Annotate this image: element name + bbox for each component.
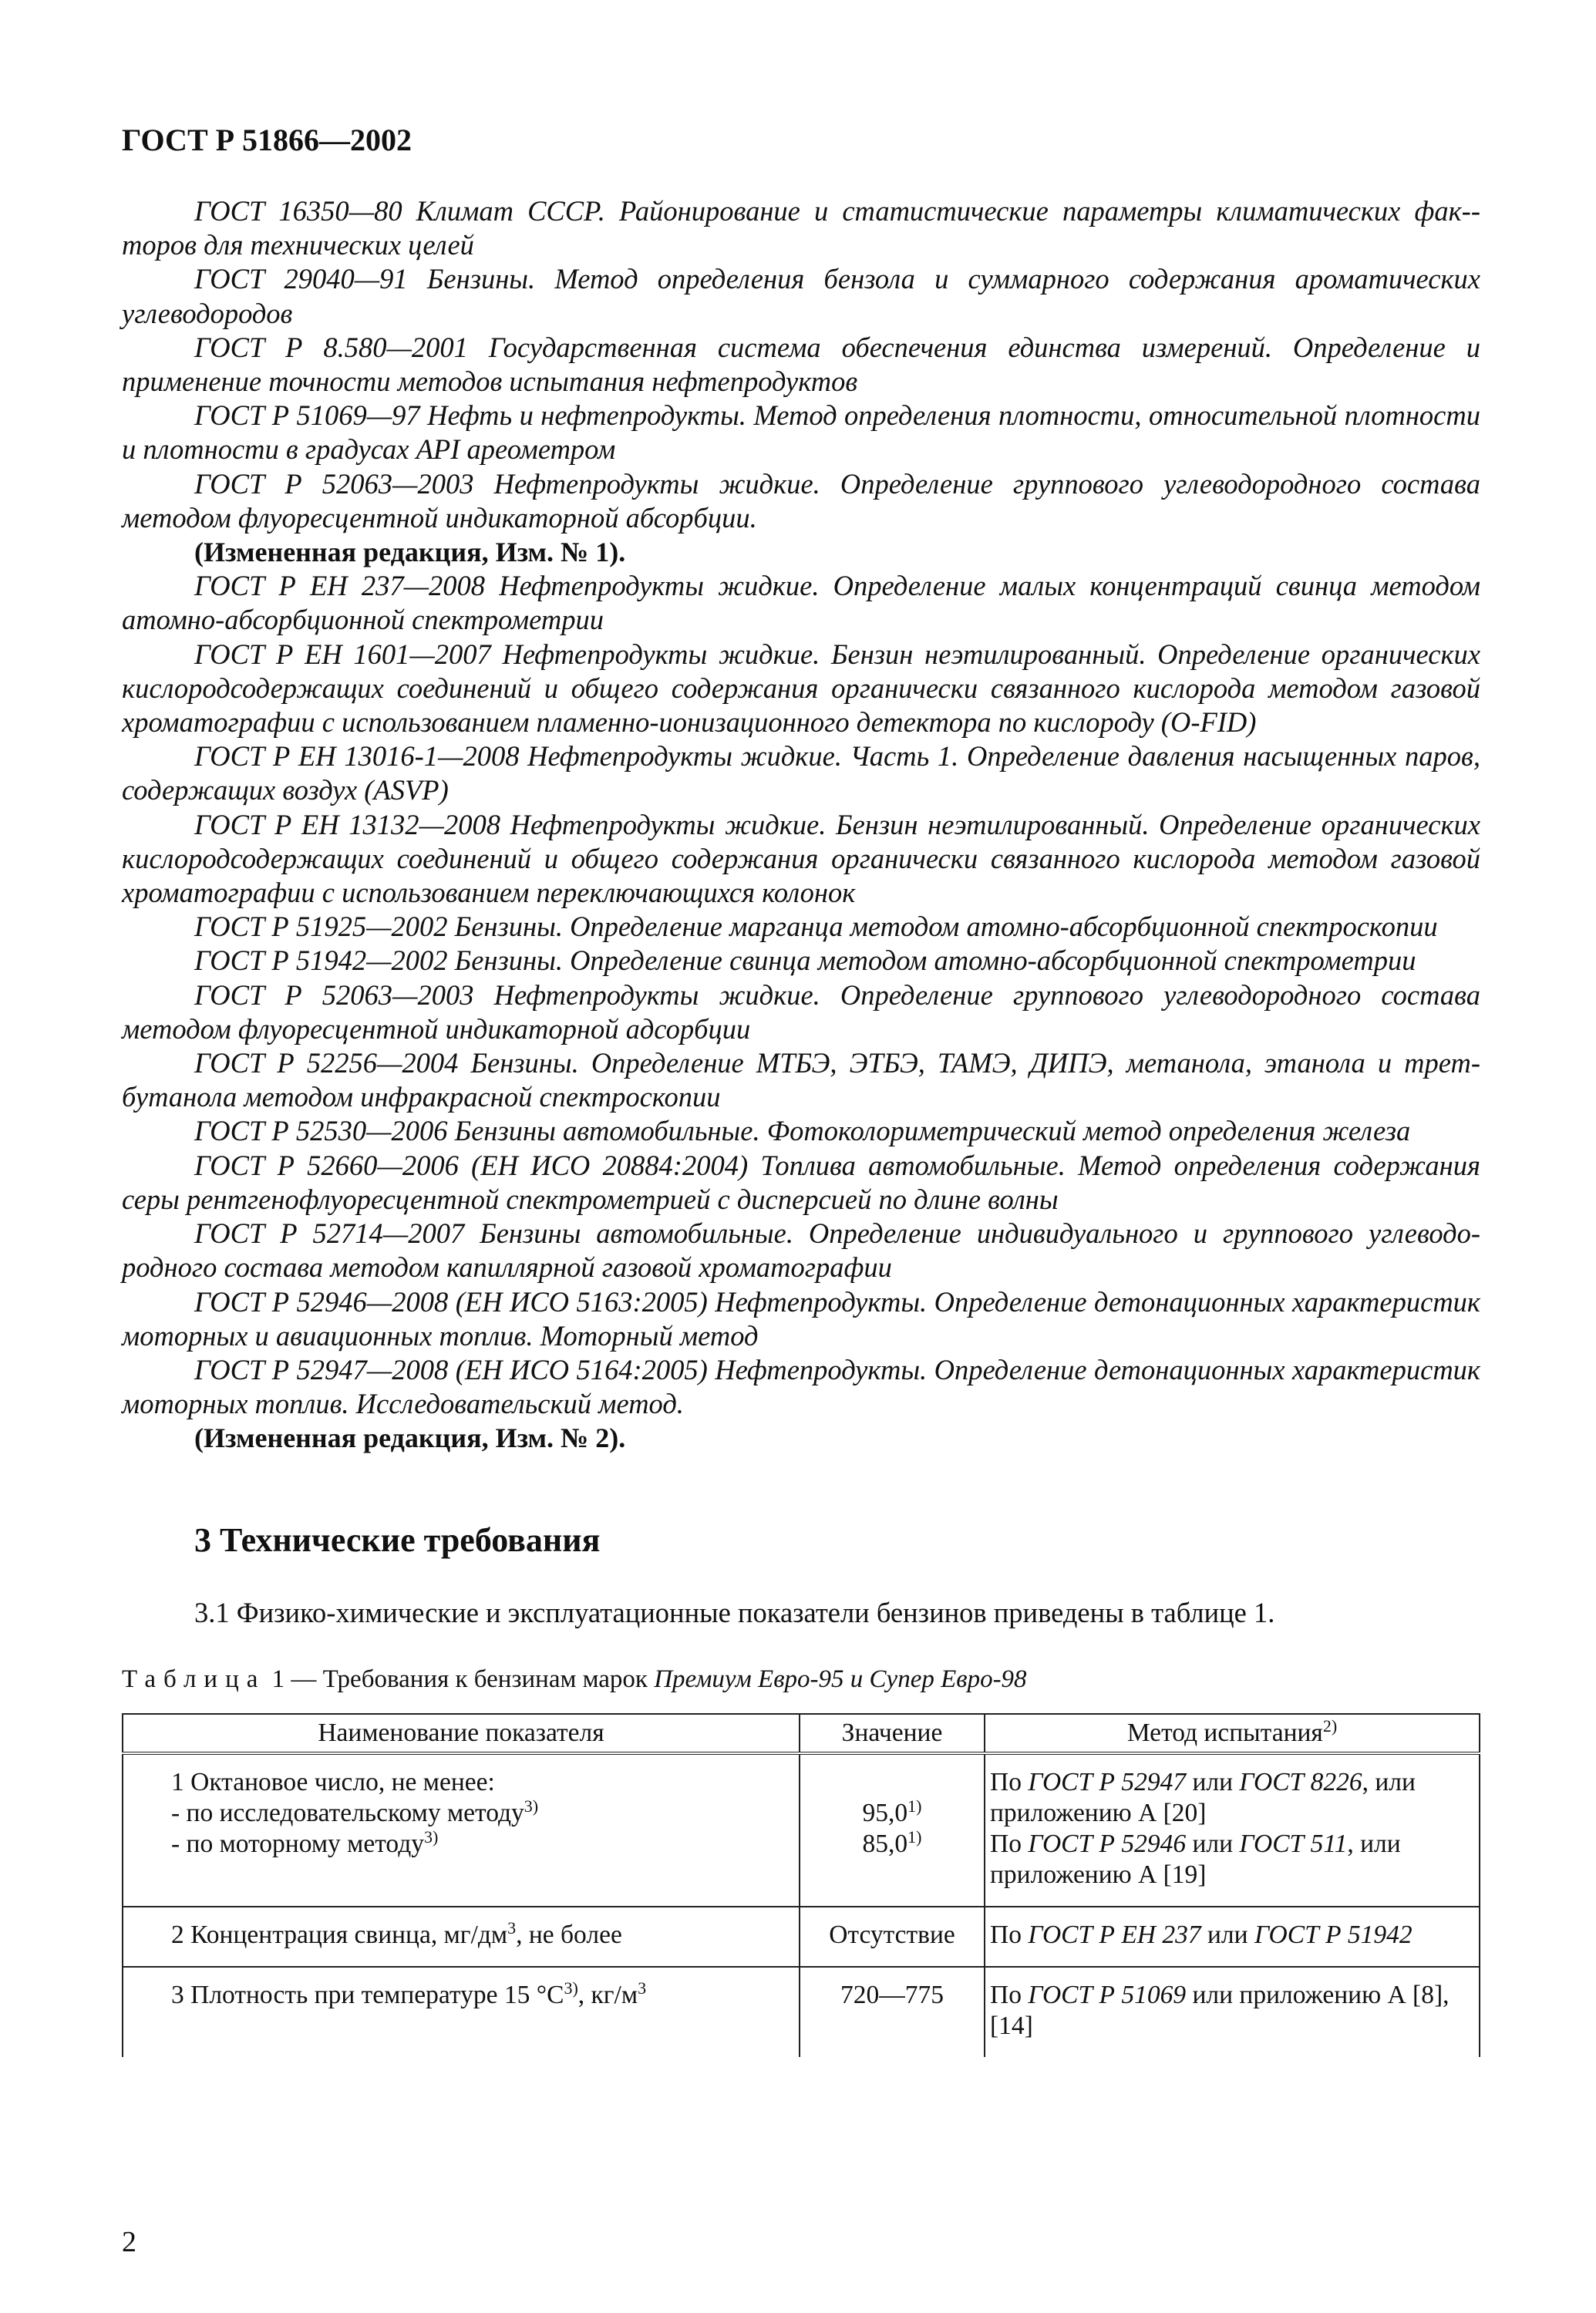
reference-item: ГОСТ Р ЕН 13016-1—2008 Нефтепродукты жидкие. Часть 1. Определение давления насыщенных паров, содержащих воздух (ASVP) xyxy=(122,740,1480,806)
table-row xyxy=(123,1907,1480,1967)
reference-item: ГОСТ Р ЕН 1601—2007 Нефтепродукты жидкие. Бензин неэтилированный. Определение органических кислородсодержащих соединений и общего содержания органически связанного кислорода методом газовой хроматографии с использованием пламенно-ионизационного детектора по кислороду (O-FID) xyxy=(122,638,1480,739)
table-caption-number: 1 xyxy=(271,1665,285,1693)
cell-indicator-name xyxy=(123,1753,800,1907)
header-indicator-name: Наименование показателя xyxy=(123,1714,800,1753)
normative-references xyxy=(122,194,1480,1456)
paragraph-3-1: 3.1 Физико-химические и эксплуатационные показатели бензинов приведены в таблице 1. xyxy=(194,1597,1275,1628)
cell-value: Отсутствие xyxy=(800,1907,985,1967)
table-row xyxy=(123,1753,1480,1907)
value-motor: 85,0$^{1)}$ xyxy=(862,1827,922,1858)
standard-ref: ГОСТ Р ЕН 237 xyxy=(1028,1921,1201,1949)
reference-item: ГОСТ Р ЕН 237—2008 Нефтепродукты жидкие. Определение малых концентраций свинца методом атомно-абсорбционной спектрометрии xyxy=(122,570,1480,636)
reference-item: ГОСТ 29040—91 Бензины. Метод определения бензола и суммарного содержания ароматических углеводородов xyxy=(122,263,1480,329)
reference-item: ГОСТ Р 52063—2003 Нефтепродукты жидкие. Определение группового углеводородного состава методом флуоресцентной индикаторной абсорбции. xyxy=(122,467,1480,534)
reference-item: ГОСТ Р 52714—2007 Бензины автомобильные. Определение индивидуального и группового углеводородного состава методом капиллярной газовой хроматографии xyxy=(122,1217,1480,1284)
standard-ref: ГОСТ Р 52947 xyxy=(1028,1768,1187,1796)
indicator-title: 1 Октановое число, не менее: xyxy=(171,1768,495,1796)
cell-indicator-name: 3 Плотность при температуре 15 $^\circ С^{3)}$, $кг/м^3$ xyxy=(123,1967,800,2057)
reference-item: ГОСТ Р 51925—2002 Бензины. Определение марганца методом атомно-абсорбционной спектроскопии xyxy=(194,911,1438,943)
standard-ref: ГОСТ Р 51942 xyxy=(1254,1921,1412,1949)
cell-test-method: По ГОСТ Р ЕН 237 или ГОСТ Р 51942 xyxy=(985,1907,1480,1967)
reference-item: ГОСТ Р 52947—2008 (ЕН ИСО 5164:2005) Нефтепродукты. Определение детонационных характеристик моторных топлив. Исследовательский метод. xyxy=(122,1353,1480,1420)
table-caption xyxy=(122,1665,1027,1694)
cell-indicator-name: 2 Концентрация свинца, $мг/дм^3$, не более xyxy=(123,1907,800,1967)
footnote-mark: 2) xyxy=(1322,1716,1338,1736)
method-line: По ГОСТ Р 52947 или ГОСТ 8226, или приложению А [20] xyxy=(990,1768,1416,1827)
reference-item: ГОСТ Р 52660—2006 (ЕН ИСО 20884:2004) Топлива автомобильные. Метод определения содержания серы рентгенофлуоресцентной спектрометрией с дисперсией по длине волны xyxy=(122,1149,1480,1215)
header-value: Значение xyxy=(800,1714,985,1753)
indicator-subitem: - по исследовательскому методу$^{3)}$ xyxy=(171,1796,539,1827)
amendment-note-1: (Измененная редакция, Изм. № 1). xyxy=(194,537,626,568)
reference-item: ГОСТ 16350—80 Климат СССР. Районирование и статистические параметры климатических фак-торов для технических целей xyxy=(122,195,1480,261)
standard-ref: ГОСТ 511 xyxy=(1239,1830,1348,1858)
standard-ref: ГОСТ 8226 xyxy=(1239,1768,1362,1796)
document-code-header: ГОСТ Р 51866—2002 xyxy=(122,123,412,157)
table-caption-text: — Требования к бензинам марок xyxy=(285,1665,655,1693)
header-test-method xyxy=(985,1714,1480,1753)
reference-item: ГОСТ Р 52063—2003 Нефтепродукты жидкие. Определение группового углеводородного состава методом флуоресцентной индикаторной адсорбции xyxy=(122,978,1480,1045)
footnote-mark: 1) xyxy=(907,1827,922,1847)
indicator-subitem: - по моторному методу$^{3)}$ xyxy=(171,1827,439,1858)
footnote-mark: 3) xyxy=(524,1796,539,1816)
reference-item: ГОСТ Р 51942—2002 Бензины. Определение свинца методом атомно-абсорбционной спектрометрии xyxy=(194,944,1416,977)
table-caption-brand-1: Премиум Евро-95 xyxy=(654,1665,844,1693)
table-caption-and: и xyxy=(843,1665,870,1693)
section-title: 3 Технические требования xyxy=(194,1521,601,1559)
cell-value: 720—775 xyxy=(800,1967,985,2057)
method-line: По ГОСТ Р 52946 или ГОСТ 511, или приложению А [19] xyxy=(990,1830,1401,1889)
standard-ref: ГОСТ Р 51069 xyxy=(1028,1981,1187,2009)
table-row xyxy=(123,1967,1480,2057)
table-header-row xyxy=(123,1714,1480,1753)
cell-test-method xyxy=(985,1753,1480,1907)
reference-item: ГОСТ Р 52530—2006 Бензины автомобильные. Фотоколориметрический метод определения железа xyxy=(194,1115,1411,1147)
cell-test-method: По ГОСТ Р 51069 или приложению А [8], [14] xyxy=(985,1967,1480,2057)
table-caption-brand-2: Супер Евро-98 xyxy=(869,1665,1027,1693)
amendment-note-2: (Измененная редакция, Изм. № 2). xyxy=(194,1422,626,1454)
exponent: 3 xyxy=(638,1978,647,1998)
standard-ref: ГОСТ Р 52946 xyxy=(1028,1830,1187,1858)
footnote-mark: 1) xyxy=(907,1796,922,1816)
exponent: 3 xyxy=(507,1918,517,1938)
footnote-mark: 3) xyxy=(564,1978,578,1998)
value-research: 95,0$^{1)}$ xyxy=(862,1796,922,1827)
table-caption-label: Таблица xyxy=(122,1665,266,1693)
reference-item: ГОСТ Р 52256—2004 Бензины. Определение МТБЭ, ЭТБЭ, ТАМЭ, ДИПЭ, метанола, этанола и трет-бутанола методом инфракрасной спектроскопии xyxy=(122,1047,1480,1113)
reference-item: ГОСТ Р 8.580—2001 Государственная система обеспечения единства измерений. Определение и применение точности методов испытания нефтепродуктов xyxy=(122,331,1480,398)
cell-value xyxy=(800,1753,985,1907)
reference-item: ГОСТ Р 52946—2008 (ЕН ИСО 5163:2005) Нефтепродукты. Определение детонационных характеристик моторных и авиационных топлив. Моторный метод xyxy=(122,1285,1480,1352)
footnote-mark: 3) xyxy=(424,1827,439,1847)
requirements-table xyxy=(122,1713,1480,2057)
reference-item: ГОСТ Р ЕН 13132—2008 Нефтепродукты жидкие. Бензин неэтилированный. Определение органических кислородсодержащих соединений и общего содержания органически связанного кислорода методом газовой хроматографии с использованием переключающихся колонок xyxy=(122,808,1480,909)
header-test-method-label: Метод испытания xyxy=(1126,1719,1323,1747)
page-number: 2 xyxy=(122,2226,136,2258)
reference-item: ГОСТ Р 51069—97 Нефть и нефтепродукты. Метод определения плотности, относительной плотности и плотности в градусах API ареометром xyxy=(122,399,1480,466)
